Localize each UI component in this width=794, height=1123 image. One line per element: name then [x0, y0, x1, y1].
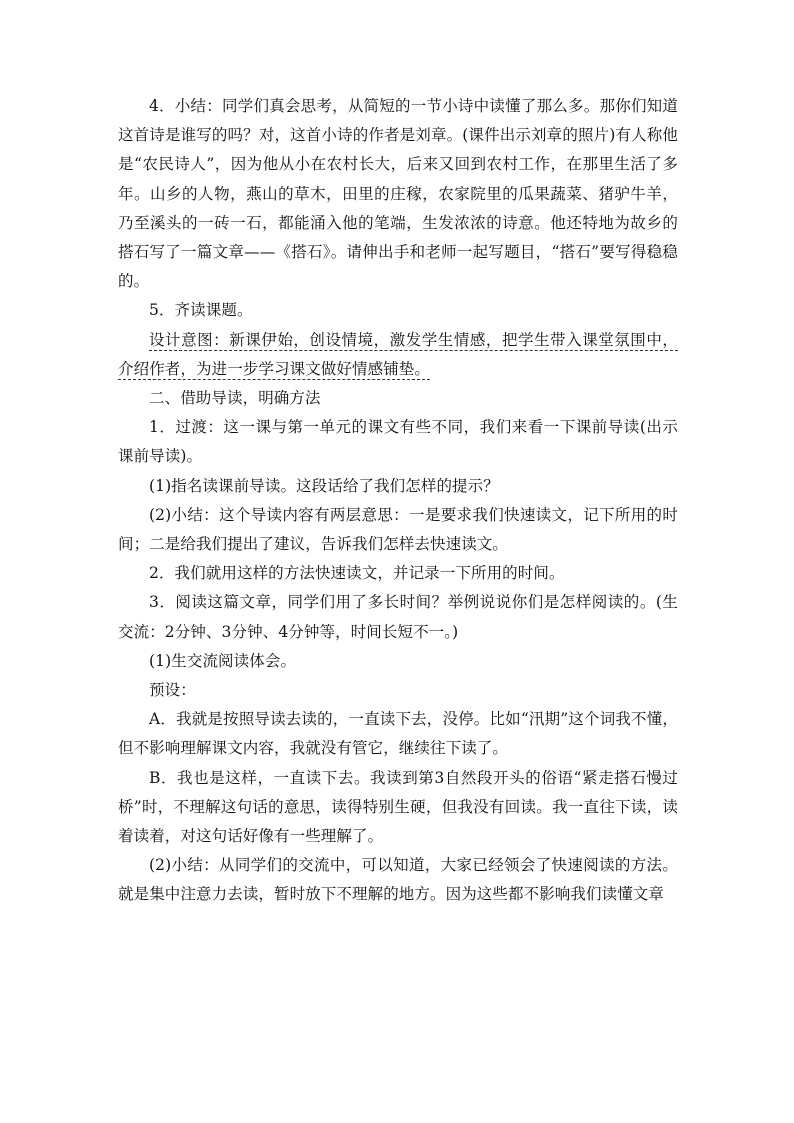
paragraph-preset-a: A．我就是按照导读去读的，一直读下去，没停。比如“汛期”这个词我不懂，但不影响理解课文内容，我就没有管它，继续往下读了。	[118, 710, 678, 758]
paragraph-final-summary: (2)小结：从同学们的交流中，可以知道，大家已经领会了快速阅读的方法。就是集中注意力去读，暂时放下不理解的地方。因为这些都不影响我们读懂文章	[118, 856, 678, 904]
paragraph-preset-b: B．我也是这样，一直读下去。我读到第3自然段开头的俗语“紧走搭石慢过桥”时，不理解这句话的意思，读得特别生硬，但我没有回读。我一直往下读，读着读着，对这句话好像有一些理解了。	[118, 768, 678, 846]
paragraph-design-intent: 设计意图：新课伊始，创设情境，激发学生情感，把学生带入课堂氛围中，介绍作者，为进一步学习课文做好情感铺垫。	[118, 330, 678, 378]
paragraph-preset: 预设：	[149, 681, 196, 700]
paragraph-transition: 1．过渡：这一课与第一单元的课文有些不同，我们来看一下课前导读(出示课前导读)。	[118, 418, 678, 466]
paragraph-quick-reading: 2．我们就用这样的方法快速读文，并记录一下所用的时间。	[149, 564, 565, 583]
paragraph-read-title: 5．齐读课题。	[149, 301, 253, 320]
paragraph-summary-author: 4．小结：同学们真会思考，从简短的一节小诗中读懂了那么多。那你们知道这首诗是谁写的吗？对，这首小诗的作者是刘章。(课件出示刘章的照片)有人称他是“农民诗人”，因为他从小在农村长大，后来又回到农村工作，在那里生活了多年。山乡的人物，燕山的草木，田里的庄稼，农家院里的瓜果蔬菜、猪驴牛羊，乃至溪头的一砖一石，都能涌入他的笔端，生发浓浓的诗意。他还特地为故乡的搭石写了一篇文章——《搭石》。请伸出手和老师一起写题目，“搭石”要写得稳稳的。	[118, 97, 678, 291]
paragraph-guide-summary: (2)小结：这个导读内容有两层意思：一是要求我们快速读文，记下所用的时间；二是给我们提出了建议，告诉我们怎样去快速读文。	[118, 505, 678, 554]
paragraph-reading-time: 3．阅读这篇文章，同学们用了多长时间？举例说说你们是怎样阅读的。(生交流：2分钟、3分钟、4分钟等，时间长短不一。)	[118, 593, 678, 641]
paragraph-read-guide: (1)指名读课前导读。这段话给了我们怎样的提示？	[149, 476, 499, 495]
section-heading-guided-reading: 二、借助导读，明确方法	[149, 389, 321, 408]
paragraph-share-experience: (1)生交流阅读体会。	[149, 651, 297, 670]
